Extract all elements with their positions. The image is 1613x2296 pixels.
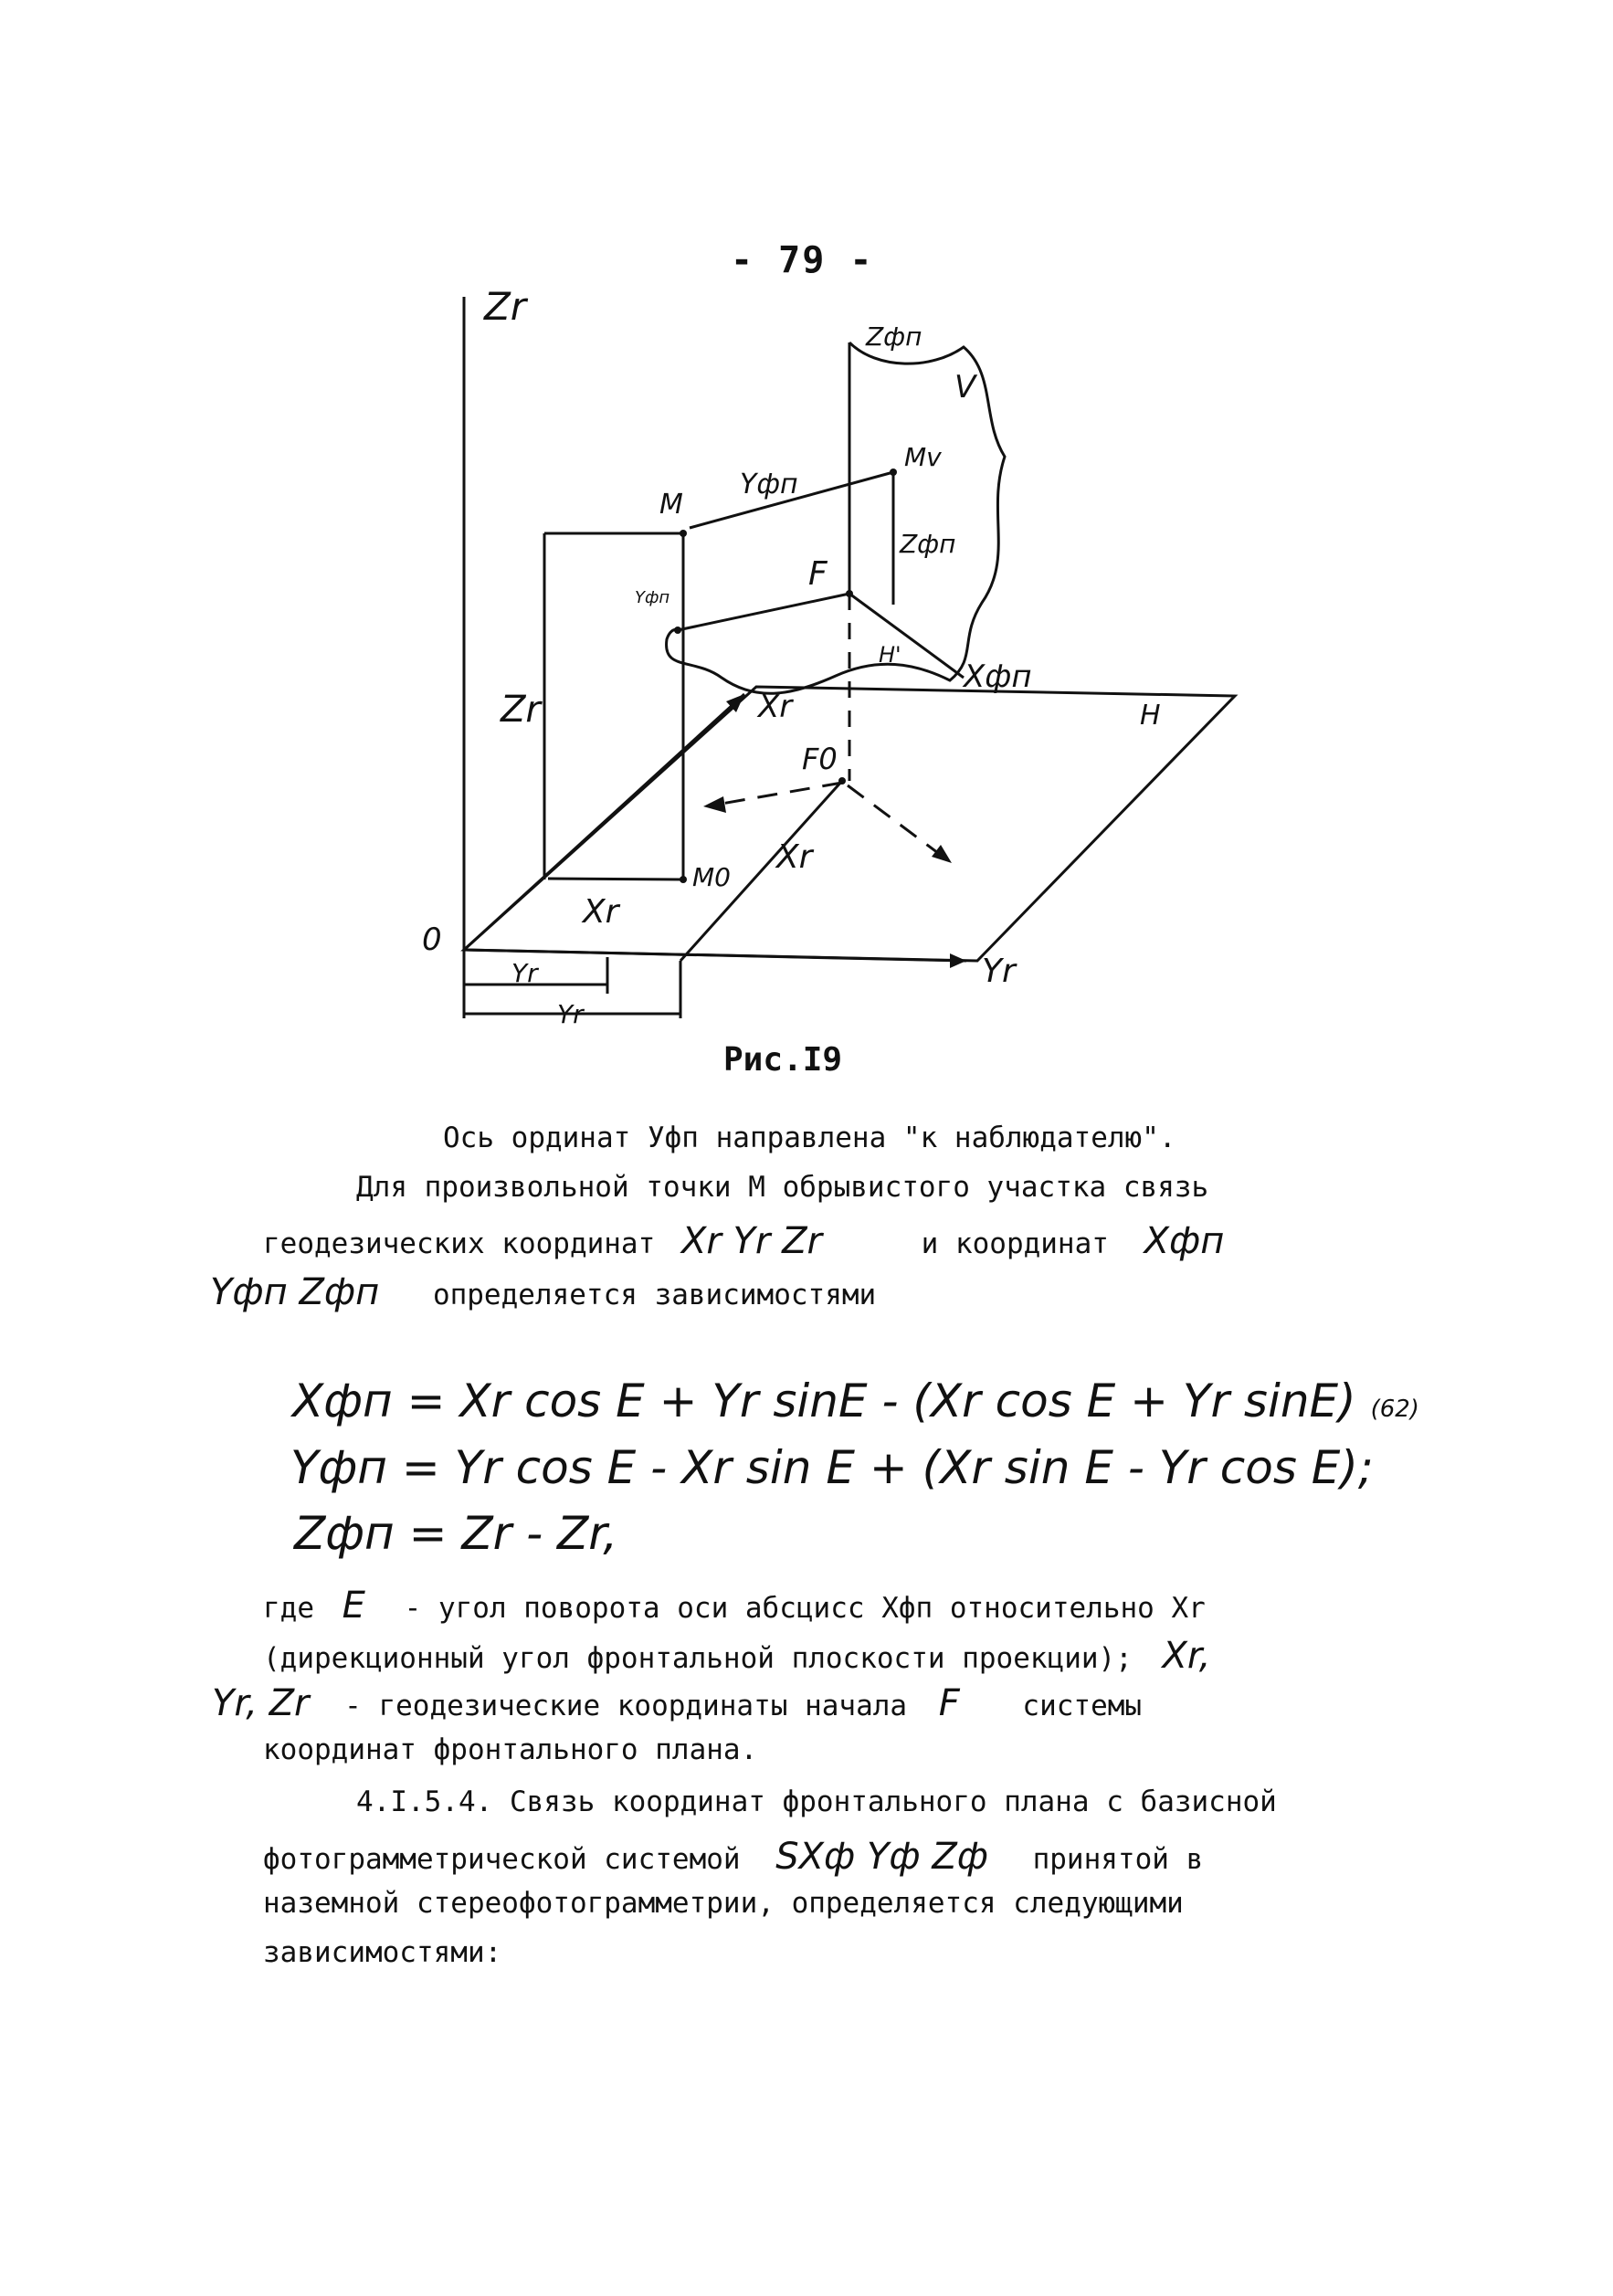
figure-19	[0, 0, 1613, 1078]
label-f: F	[808, 555, 828, 593]
label-y-fp-m: Yфп	[740, 469, 798, 500]
symbol-epsilon: E	[342, 1585, 365, 1627]
paragraph-line-10	[263, 1836, 1203, 1878]
label-z-r: Zr	[484, 284, 527, 329]
paragraph-line-2: Для произвольной точки М обрывистого участка связь	[356, 1171, 1209, 1204]
formula-62-line-2: Yфп = Yr cos E - Xr sin E + (Xr sin E - Yr cos E);	[290, 1441, 1374, 1494]
arrow-f0-left	[703, 796, 726, 813]
paragraph-line-9: 4.I.5.4. Связь координат фронтального плана с базисной	[356, 1785, 1277, 1818]
line-f-to-yfp	[678, 594, 849, 630]
label-x-r-m: Xr	[583, 893, 619, 931]
text-directional-angle: (дирекционный угол фронтальной плоскости проекции);	[263, 1642, 1133, 1675]
formula-1: Xфп = Xr cos E + Yr sinE - (Xr cos E + Yr sinE)	[292, 1374, 1356, 1427]
label-x-fp: Xфп	[964, 658, 1032, 695]
point-m0	[680, 876, 687, 883]
point-yfp	[674, 627, 681, 634]
label-v-plane: V	[954, 369, 976, 405]
text-geodetic-origin: - геодезические координаты начала	[344, 1690, 908, 1722]
point-m	[680, 530, 687, 537]
symbol-x-r-f: Xr,	[1162, 1635, 1211, 1677]
paragraph-line-5	[263, 1585, 1206, 1627]
label-z-fp-m: Zфп	[900, 529, 956, 559]
formula-62-line-3: Zфп = Zr - Zr,	[294, 1507, 618, 1560]
page-number: - 79 -	[731, 239, 874, 281]
label-y-r-m: Yr	[511, 958, 538, 988]
point-mv	[890, 469, 897, 476]
arrow-f0-right	[932, 845, 952, 863]
symbols-yz-r-f: Yr, Zr	[212, 1682, 310, 1724]
label-h-plane: H	[1140, 700, 1161, 732]
paragraph-line-12: зависимостями:	[263, 1936, 502, 1969]
arrow-y-r	[950, 953, 966, 968]
paragraph-line-1: Ось ординат Уфп направлена "к наблюдателю".	[443, 1122, 1176, 1154]
label-z-r-m: Zr	[501, 689, 541, 731]
symbol-x-fp: Xфп	[1144, 1220, 1225, 1262]
plane-h	[464, 687, 1235, 961]
formula-number: (62)	[1370, 1396, 1419, 1423]
paragraph-line-6	[263, 1635, 1210, 1677]
paragraph-line-8: координат фронтального плана.	[263, 1733, 758, 1766]
text-geodetic: геодезических координат	[263, 1227, 656, 1260]
label-z-fp: Zфп	[866, 321, 922, 352]
paragraph-line-3	[263, 1220, 1224, 1262]
text-and-coords: и координат	[921, 1227, 1109, 1260]
label-origin: 0	[422, 922, 442, 958]
point-f0	[838, 777, 846, 785]
symbol-f: F	[938, 1682, 960, 1724]
label-m: M	[659, 489, 683, 521]
label-mv: Mv	[904, 442, 942, 472]
text-system: системы	[1022, 1690, 1143, 1722]
symbols-sxyz-f: SXф Yф Zф	[775, 1836, 988, 1878]
label-y-r-axis: Yr	[982, 953, 1016, 990]
label-y-r-f: Yr	[557, 999, 584, 1029]
label-x-r: Xr	[758, 689, 793, 725]
text-photogrammetric: фотограмметрической системой	[263, 1843, 741, 1876]
paragraph-line-7	[212, 1682, 1142, 1724]
diagram-svg	[0, 0, 1613, 1078]
text-adopted: принятой в	[1032, 1843, 1204, 1876]
figure-caption: Рис.I9	[723, 1041, 843, 1079]
label-x-r-f: Xr	[776, 838, 813, 876]
text-determined: определяется зависимостями	[432, 1279, 877, 1311]
label-m0: M0	[692, 862, 731, 892]
symbols-xyz-r: Xr Yr Zr	[680, 1220, 822, 1262]
symbols-yz-fp: Yфп Zфп	[210, 1271, 380, 1313]
text-rotation-angle: - угол поворота оси абсцисс Хфп относительно Хr	[404, 1592, 1206, 1625]
label-h-prime: H'	[879, 642, 901, 668]
text-where: где	[263, 1592, 314, 1625]
paragraph-line-4	[210, 1271, 876, 1313]
point-f	[846, 590, 853, 597]
label-f0: F0	[802, 742, 838, 776]
label-y-fp: Yфп	[635, 588, 670, 607]
paragraph-line-11: наземной стереофотограмметрии, определяется следующими	[263, 1887, 1184, 1920]
formula-62-line-1	[292, 1374, 1419, 1427]
dash-f0-right	[848, 785, 945, 858]
